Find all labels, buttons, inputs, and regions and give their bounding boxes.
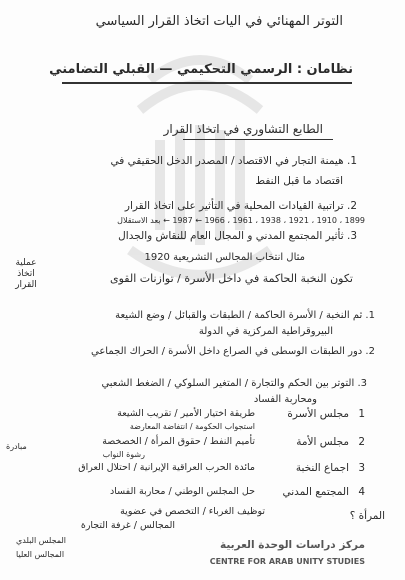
row1-sub: استجواب الحكومة / انتفاضة المعارضة	[129, 422, 255, 431]
page-subtitle: نظامان : الرسمي التحكيمي — القبلي التضامني	[49, 62, 353, 77]
logo-english-text: CENTRE FOR ARAB UNITY STUDIES	[209, 557, 365, 566]
bottom-line3: المجلس البلدي	[16, 536, 67, 545]
row2-sub: رشوة النواب	[102, 450, 145, 459]
row4-detail: حل المجلس الوطني / محاربة الفساد	[110, 486, 255, 497]
row1-label: مجلس الأسرة	[287, 408, 349, 420]
row3-label: اجماع النخبة	[295, 462, 349, 474]
section2-item3-line1: 3. التوتر بين الحكم والتجارة / المتغير السلوكي / الضغط الشعبي	[101, 378, 367, 389]
section2-item1-line2: البيروقراطية المركزية في الدولة	[198, 326, 333, 337]
row2-number: 2	[358, 436, 365, 448]
row2-detail: تأميم النفط / حقوق المرأة / الخصخصة	[102, 436, 255, 447]
section1-item2: 2. تراتبية القيادات المحلية في التأثير على اتخاذ القرار	[124, 200, 357, 212]
section1-underline	[183, 139, 333, 140]
row4-label: المجتمع المدني	[282, 486, 349, 498]
section2-item2: 2. دور الطبقات الوسطى في الصراع داخل الأسرة / الحراك الجماعي	[90, 346, 375, 357]
section1-heading: الطابع التشاوري في اتخاذ القرار	[163, 122, 323, 136]
row1-detail: طريقة اختيار الأمير / تقريب الشيعة	[117, 408, 255, 419]
row3-side-note: مبادرة	[6, 442, 27, 451]
section1-item1-line2: اقتصاد ما قبل النفط	[255, 175, 343, 187]
page-title: التوتر المهنائي في اليات اتخاذ القرار السياسي	[95, 14, 343, 29]
bottom-line2: المجالس / غرفة التجارة	[80, 520, 175, 531]
bottom-line4: المجالس العليا	[16, 550, 65, 559]
section1-item3: 3. ثأثير المجتمع المدني و المجال العام للنقاش والجدال	[118, 230, 357, 242]
section1-example: مثال انتخاب المجالس التشريعية 1920	[144, 252, 305, 263]
section1-item1-line1: 1. هيمنة التجار في الاقتصاد / المصدر الدخل الحقيقي في	[110, 155, 357, 167]
section2-item1-line1: 1. ثم النخبة / الأسرة الحاكمة / الطبقات والقبائل / وضع الشيعة	[115, 310, 375, 321]
subtitle-underline	[62, 82, 352, 84]
row1-number: 1	[358, 408, 365, 420]
section2-heading: تكون النخبة الحاكمة في داخل الأسرة / توازنات القوى	[109, 272, 353, 285]
section1-years: 1899 ، 1910 ، 1921 ، 1938 ، 1961 ، 1966 ← 1987 ← بعد الاستقلال	[117, 216, 365, 225]
side-note: المرأة ؟	[349, 510, 385, 522]
logo-arabic-text: مركز دراسات الوحدة العربية	[219, 539, 365, 551]
margin-note: عملية اتخاذ القرار	[15, 258, 37, 290]
row3-number: 3	[358, 462, 365, 474]
row3-detail: مائدة الحرب العراقية الإيرانية / احتلال العراق	[78, 462, 255, 473]
row2-label: مجلس الأمة	[296, 436, 349, 448]
bottom-line1: توظيف الغرباء / التخصص في عضوية	[120, 506, 265, 517]
section2-item3-line2: ومحاربة الفساد	[253, 394, 317, 405]
row4-number: 4	[358, 486, 365, 498]
centre-logo	[185, 515, 365, 570]
